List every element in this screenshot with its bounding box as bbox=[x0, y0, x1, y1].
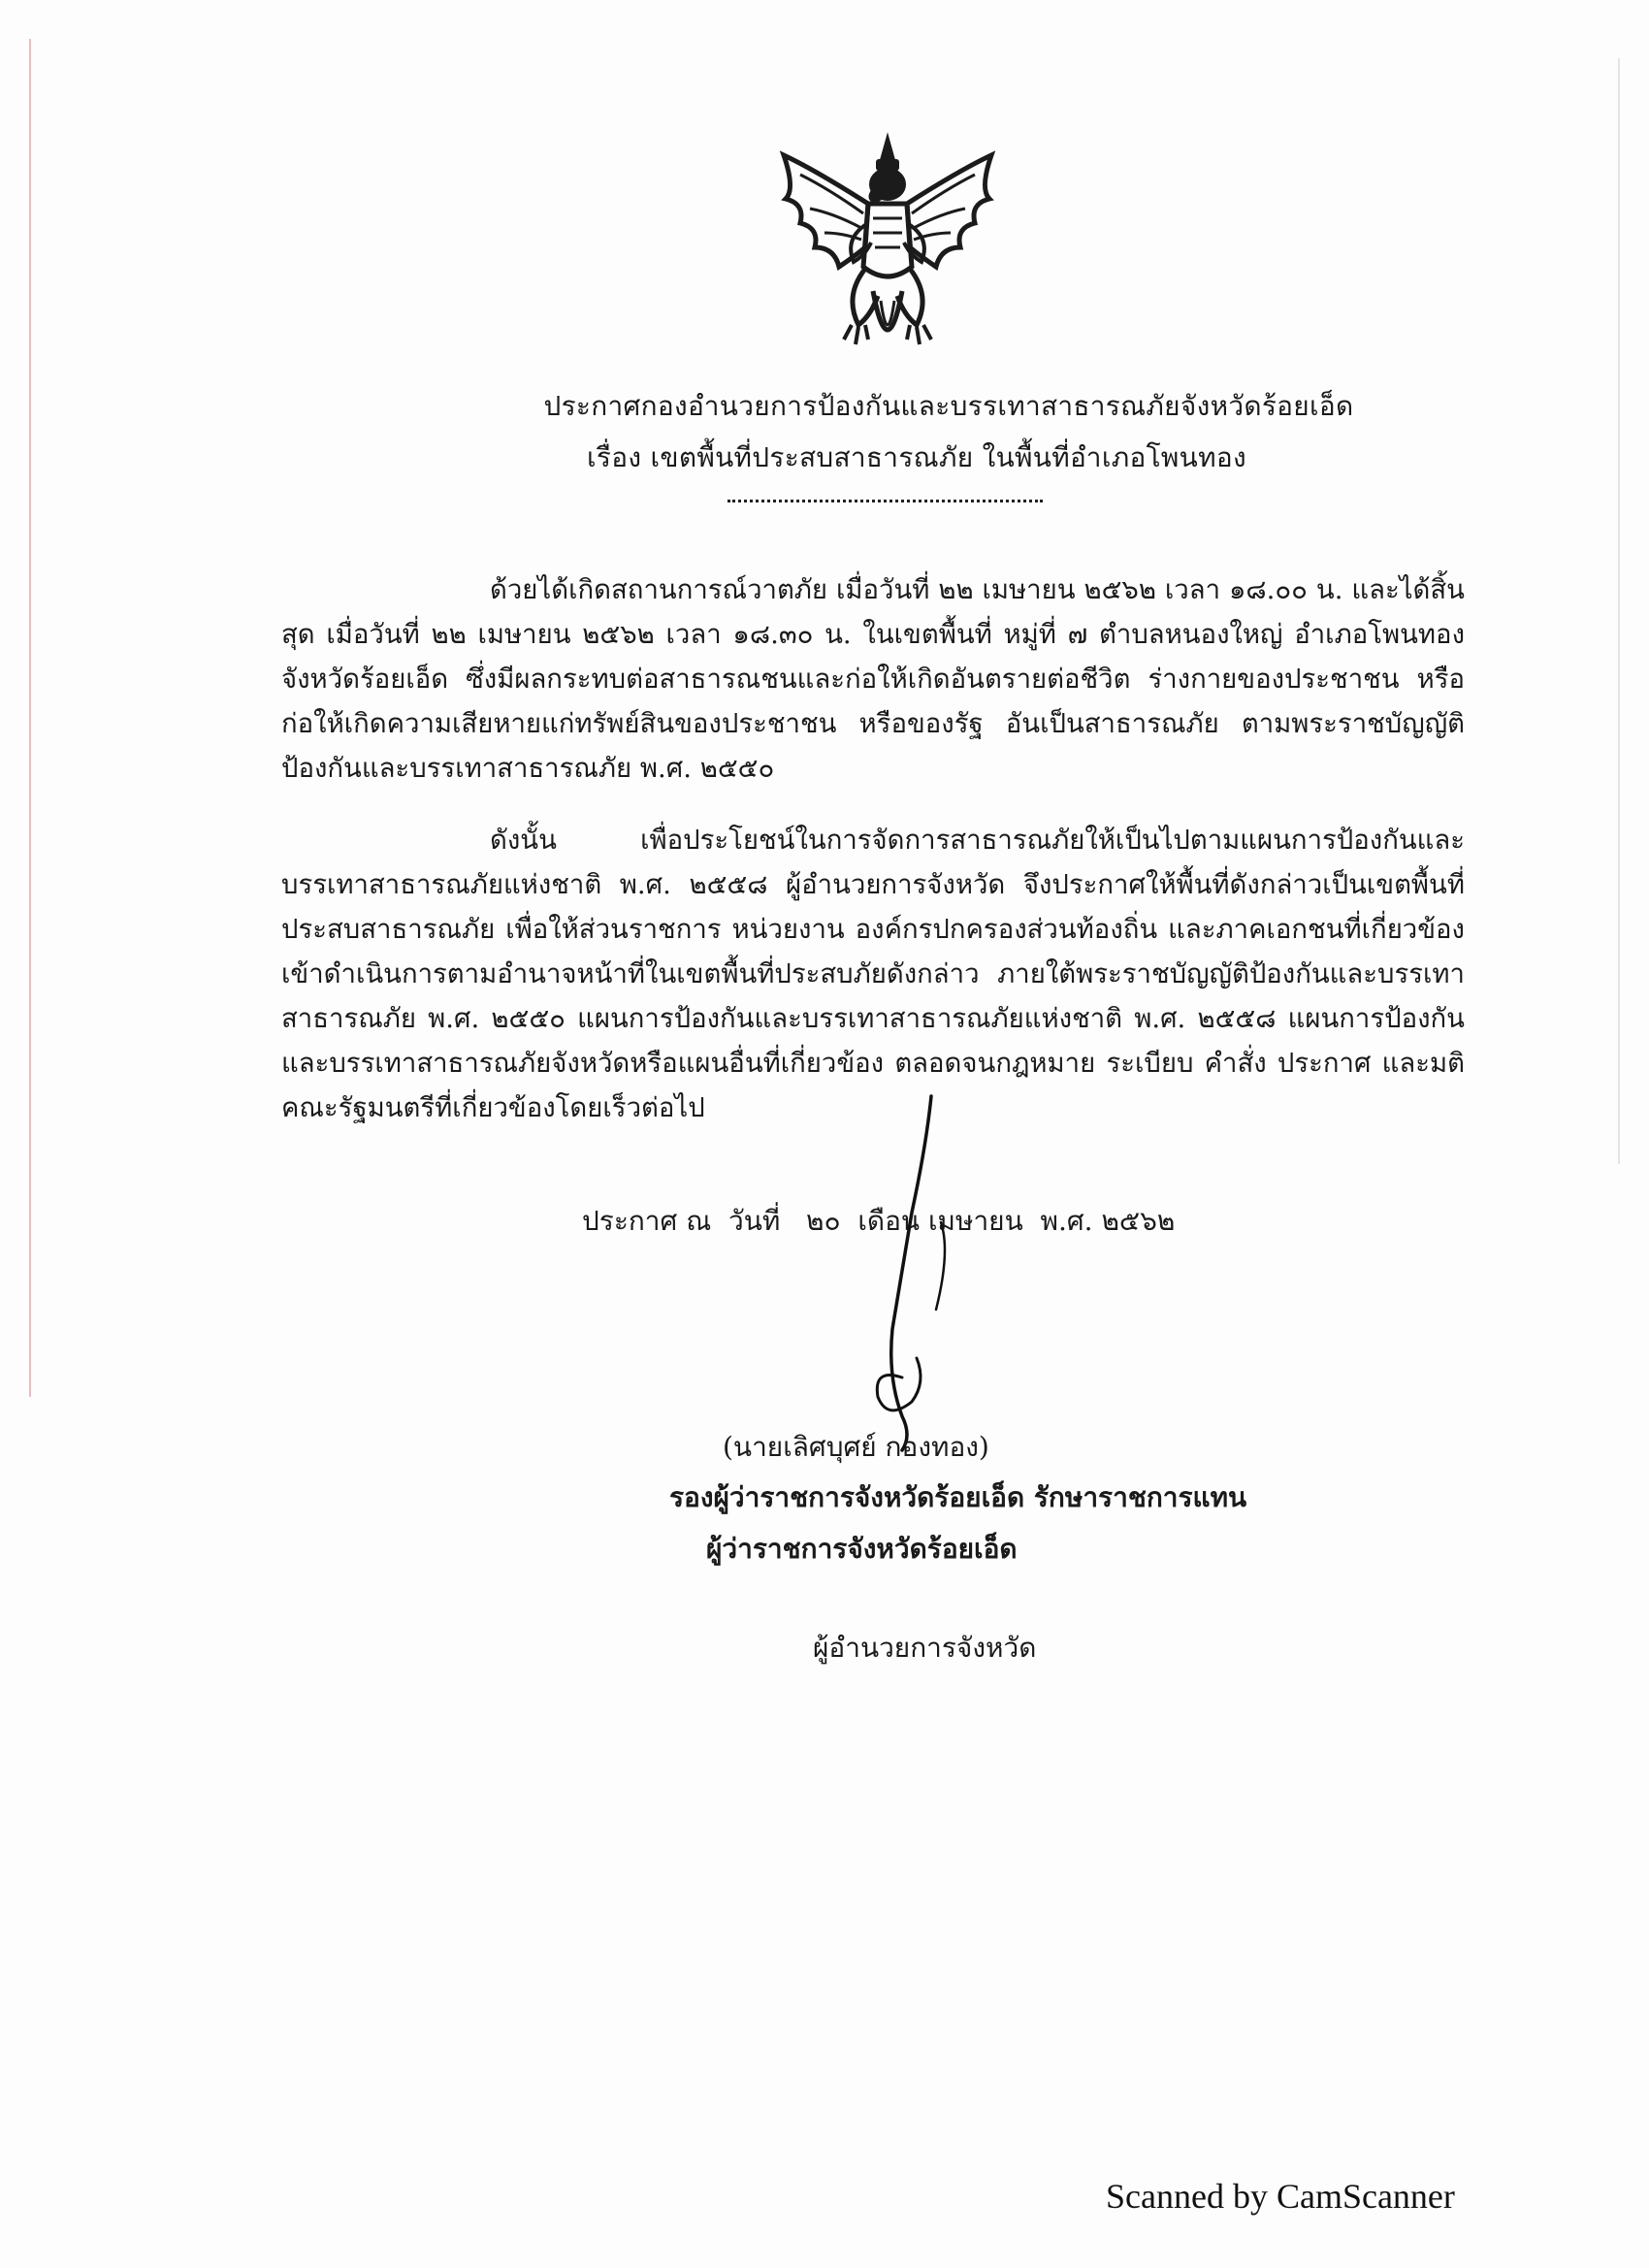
scan-edge-line-left bbox=[29, 39, 31, 1397]
scan-edge-line-right bbox=[1618, 58, 1620, 1164]
body-paragraph-1: ด้วยได้เกิดสถานการณ์วาตภัย เมื่อวันที่ ๒๒ เมษายน ๒๕๖๒ เวลา ๑๘.๐๐ น. และได้สิ้นสุด เมื่อวันที่ ๒๒ เมษายน ๒๕๖๒ เวลา ๑๘.๓๐ น. ในเขตพื้นที่ หมู่ที่ ๗ ตำบลหนองใหญ่ อำเภอโพนทอง จังหวัดร้อยเอ็ด ซึ่งมีผลกระทบต่อสาธารณชนและก่อให้เกิดอันตรายต่อชีวิต ร่างกายของประชาชน หรือก่อให้เกิดความเสียหายแก่ทรัพย์สินของประชาชน หรือของรัฐ อันเป็นสาธารณภัย ตามพระราชบัญญัติป้องกันและบรรเทาสาธารณภัย พ.ศ. ๒๕๕๐ bbox=[281, 574, 1465, 784]
signer-position-governor: ผู้ว่าราชการจังหวัดร้อยเอ็ด bbox=[706, 1533, 1018, 1565]
garuda-emblem-icon bbox=[776, 131, 999, 373]
scanner-watermark: Scanned by CamScanner bbox=[1106, 2177, 1455, 2216]
announcement-title: ประกาศกองอำนวยการป้องกันและบรรเทาสาธารณภัยจังหวัดร้อยเอ็ด bbox=[543, 390, 1354, 422]
signer-position-director: ผู้อำนวยการจังหวัด bbox=[813, 1632, 1037, 1664]
announcement-date: ประกาศ ณ วันที่ ๒๐ เดือน เมษายน พ.ศ. ๒๕๖๒ bbox=[582, 1205, 1176, 1237]
title-divider bbox=[728, 500, 1043, 502]
announcement-subject: เรื่อง เขตพื้นที่ประสบสาธารณภัย ในพื้นที่อำเภอโพนทอง bbox=[587, 441, 1246, 473]
handwritten-signature-icon bbox=[757, 1086, 1106, 1455]
signer-position-deputy: รองผู้ว่าราชการจังหวัดร้อยเอ็ด รักษาราชการแทน bbox=[669, 1481, 1247, 1513]
signer-name: (นายเลิศบุศย์ กองทอง) bbox=[723, 1431, 989, 1463]
body-paragraph-2: ดังนั้น เพื่อประโยชน์ในการจัดการสาธารณภัยให้เป็นไปตามแผนการป้องกันและบรรเทาสาธารณภัยแห่งชาติ พ.ศ. ๒๕๕๘ ผู้อำนวยการจังหวัด จึงประกาศให้พื้นที่ดังกล่าวเป็นเขตพื้นที่ประสบสาธารณภัย เพื่อให้ส่วนราชการ หน่วยงาน องค์กรปกครองส่วนท้องถิ่น และภาคเอกชนที่เกี่ยวข้อง เข้าดำเนินการตามอำนาจหน้าที่ในเขตพื้นที่ประสบภัยดังกล่าว ภายใต้พระราชบัญญัติป้องกันและบรรเทาสาธารณภัย พ.ศ. ๒๕๕๐ แผนการป้องกันและบรรเทาสาธารณภัยแห่งชาติ พ.ศ. ๒๕๕๘ แผนการป้องกันและบรรเทาสาธารณภัยจังหวัดหรือแผนอื่นที่เกี่ยวข้อง ตลอดจนกฎหมาย ระเบียบ คำสั่ง ประกาศ และมติคณะรัฐมนตรีที่เกี่ยวข้องโดยเร็วต่อไป bbox=[281, 825, 1465, 1123]
